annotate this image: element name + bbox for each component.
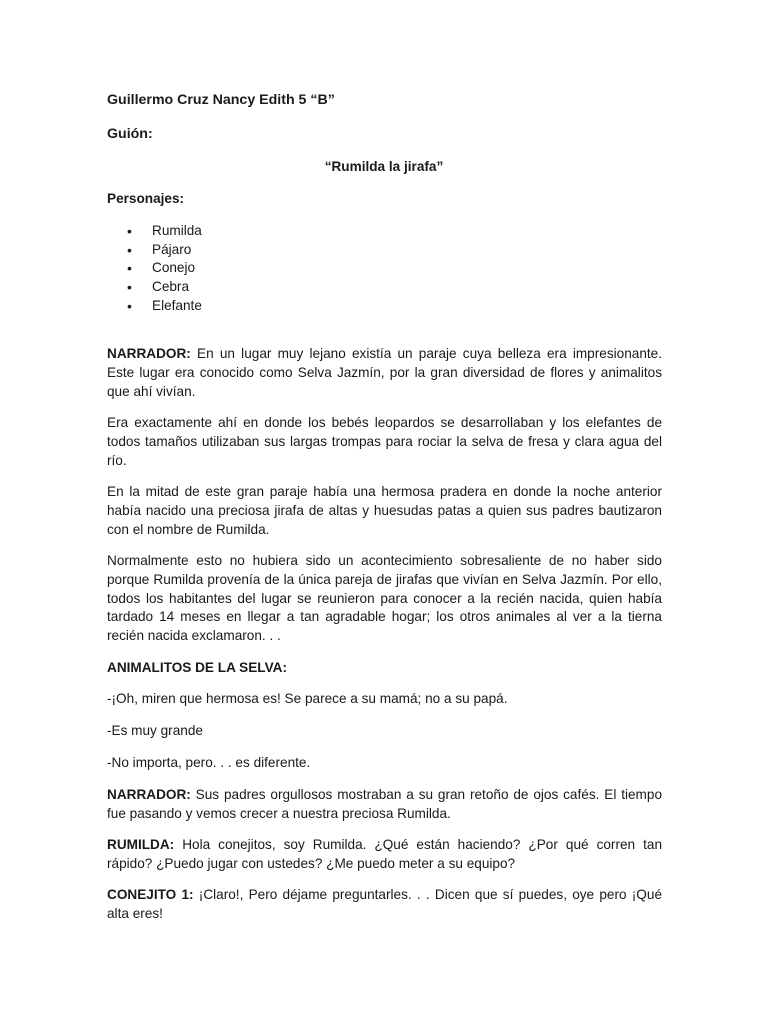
character-item: • Rumilda [107, 222, 202, 241]
rumilda-paragraph [107, 836, 662, 874]
paragraph-text: Sus padres orgullosos mostraban a su gran retoño de ojos cafés. El tiempo fue pasando y vemos crecer a nuestra preciosa Rumilda. [107, 787, 662, 821]
narrator-paragraph-1 [107, 345, 662, 401]
dialogue-line-1: -¡Oh, miren que hermosa es! Se parece a su mamá; no a su papá. [107, 691, 508, 706]
paragraph-4: Normalmente esto no hubiera sido un acontecimiento sobresaliente de no haber sido porque Rumilda provenía de la única pareja de jirafas que vivían en Selva Jazmín. Por ello, todos los habitantes del lugar se reunieron para conocer a la recién nacida, quien había tardado 14 meses en llegar a tan agradable hogar; los otros animales al ver a la tierna recién nacida exclamaron. . . [107, 553, 662, 644]
guion-label: Guión: [107, 126, 153, 142]
speaker-label: RUMILDA: [107, 837, 175, 852]
author-line: Guillermo Cruz Nancy Edith 5 “B” [107, 92, 335, 108]
paragraph-text: Hola conejitos, soy Rumilda. ¿Qué están haciendo? ¿Por qué corren tan rápido? ¿Puedo jugar con ustedes? ¿Me puedo meter a su equipo? [107, 837, 662, 871]
dialogue-line-2: -Es muy grande [107, 723, 203, 738]
personajes-label: Personajes: [107, 191, 185, 206]
narrator-paragraph-2 [107, 786, 662, 824]
animalitos-heading: ANIMALITOS DE LA SELVA: [107, 660, 287, 675]
speaker-label: NARRADOR: [107, 346, 191, 361]
character-item: • Pájaro [107, 241, 202, 260]
conejito-paragraph [107, 886, 662, 924]
paragraph-text: ¡Claro!, Pero déjame preguntarles. . . Dicen que sí puedes, oye pero ¡Qué alta eres! [107, 887, 662, 921]
paragraph-text: En un lugar muy lejano existía un paraje cuya belleza era impresionante. Este lugar era conocido como Selva Jazmín, por la gran diversidad de flores y animalitos que ahí vivían. [107, 346, 662, 399]
paragraph-2: Era exactamente ahí en donde los bebés leopardos se desarrollaban y los elefantes de todos tamaños utilizaban sus largas trompas para rociar la selva de fresa y clara agua del río. [107, 415, 662, 468]
paragraph-3: En la mitad de este gran paraje había una hermosa pradera en donde la noche anterior había nacido una preciosa jirafa de altas y huesudas patas a quien sus padres bautizaron con el nombre de Rumilda. [107, 484, 662, 537]
speaker-label: CONEJITO 1: [107, 887, 194, 902]
character-item: • Conejo [107, 259, 202, 278]
character-list [107, 222, 202, 316]
character-item: • Elefante [107, 297, 202, 316]
speaker-label: NARRADOR: [107, 787, 191, 802]
dialogue-line-3: -No importa, pero. . . es diferente. [107, 755, 311, 770]
story-title: “Rumilda la jirafa” [324, 159, 444, 174]
character-item: • Cebra [107, 278, 202, 297]
